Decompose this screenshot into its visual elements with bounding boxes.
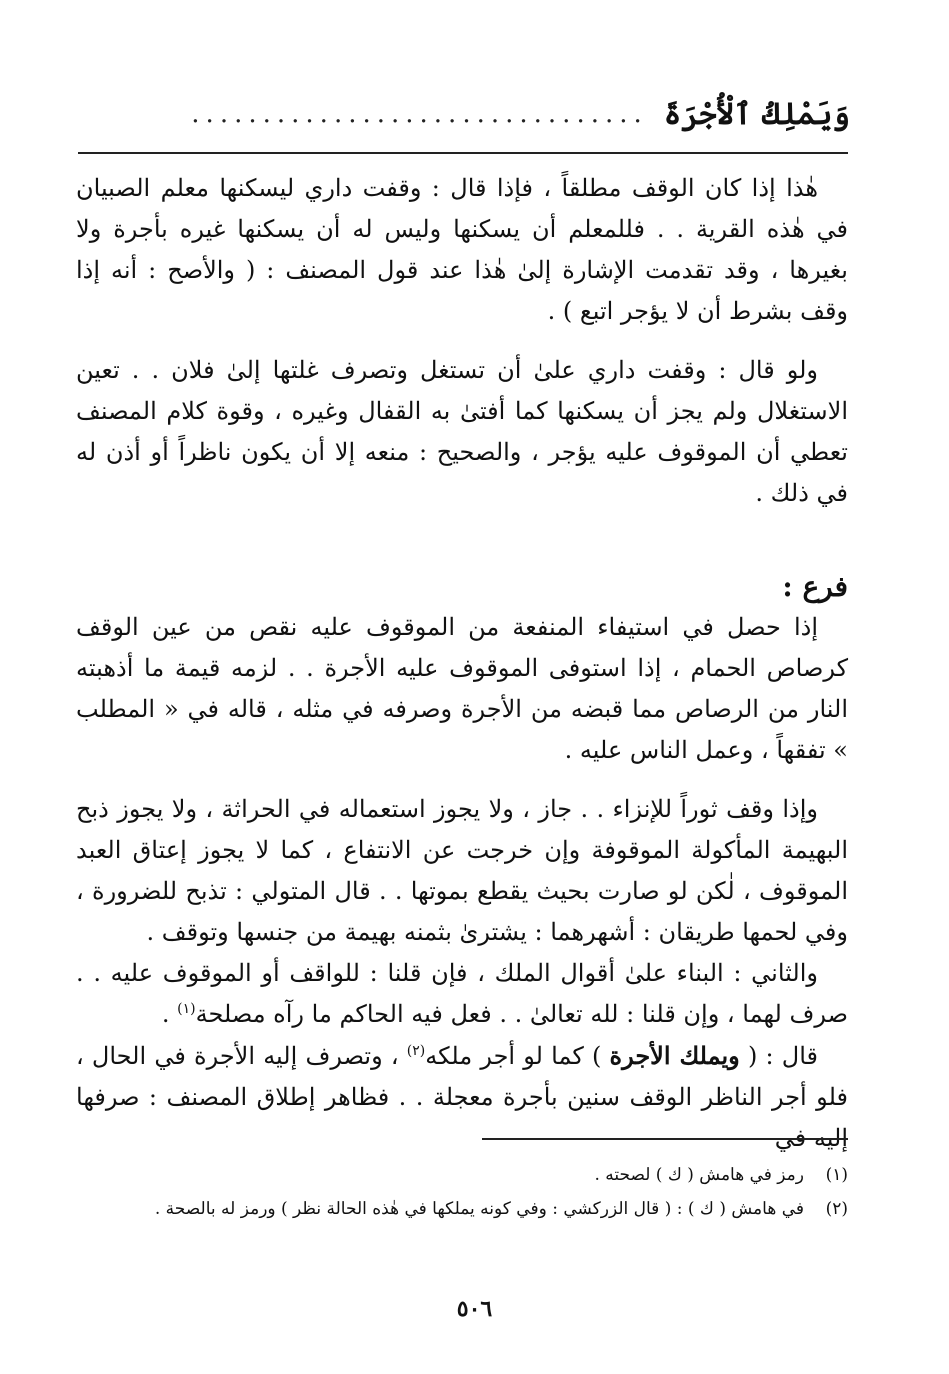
running-header [78,92,850,136]
dot-leader: ................................ [191,99,648,129]
footnote-text: في هامش ( ك ) : ( قال الزركشي : وفي كونه يملكها في هٰذه الحالة نظر ) ورمز له بالصحة . [154,1199,804,1219]
footnote-ref[interactable]: (١) [177,1001,196,1017]
footnote-item [78,1192,848,1226]
footnote-ref[interactable]: (٢) [406,1043,426,1059]
paragraph [76,953,848,1035]
paragraph: إذا حصل في استيفاء المنفعة من الموقوف عليه نقص من عين الوقف كرصاص الحمام ، إذا استوفى الموقوف عليه الأجرة . . لزمه قيمة ما أذهبته النار من الرصاص مما قبضه من الأجرة وصرفه في مثله ، قاله في « المطلب » تفقهاً ، وعمل الناس عليه . [76,613,848,764]
paragraph-text: ، وتصرف إليه الأجرة في الحال ، فلو أجر الناظر الوقف سنين بأجرة معجلة . . فظاهر إطلاق المصنف : صرفها إليه في [76,1042,848,1152]
section-heading: فرع : [782,570,848,603]
page-number: ٥٠٦ [456,1296,493,1322]
main-text [76,168,848,1159]
footnotes [78,1158,848,1226]
paragraph-text: ) كما لو أجر ملكه [425,1042,610,1070]
footnote-rule [482,1138,848,1140]
footnote-item [78,1158,848,1192]
paragraph-text: والثاني : البناء علىٰ أقوال الملك ، فإن قلنا : للواقف أو الموقوف عليه . . صرف لهما ، وإن قلنا : لله تعالىٰ . . فعل فيه الحاكم ما رآه مصلحة [76,959,848,1028]
footnote-text: رمز في هامش ( ك ) لصحته . [594,1165,804,1185]
paragraph: هٰذا إذا كان الوقف مطلقاً ، فإذا قال : وقفت داري ليسكنها معلم الصبيان في هٰذه القرية . . فللمعلم أن يسكنها وليس له أن يسكنها غيره بأجرة ولا بغيرها ، وقد تقدمت الإشارة إلىٰ هٰذا عند قول المصنف : ( والأصح : أنه إذا وقف بشرط أن لا يؤجر اتبع ) . [76,174,848,325]
quoted-matn: ويملك الأجرة [609,1041,740,1070]
paragraph-end: . [161,1000,178,1028]
paragraph: وإذا وقف ثوراً للإنزاء . . جاز ، ولا يجوز استعماله في الحراثة ، ولا يجوز ذبح البهيمة المأكولة الموقوفة وإن خرجت عن الانتفاع ، كما لا يجوز إعتاق العبد الموقوف ، لٰكن لو صارت بحيث يقطع بموتها . . قال المتولي : تذبح للضرورة ، وفي لحمها طريقان : أشهرهما : يشترىٰ بثمنه بهيمة من جنسها وتوقف . [76,795,848,946]
footnote-number: (٢) [825,1199,848,1219]
quote-open: قال : ( [739,1042,818,1070]
paragraph [76,1035,848,1159]
paragraph: ولو قال : وقفت داري علىٰ أن تستغل وتصرف غلتها إلىٰ فلان . . تعين الاستغلال ولم يجز أن يسكنها كما أفتىٰ به القفال وغيره ، وقوة كلام المصنف تعطي أن الموقوف عليه يؤجر ، والصحيح : منعه إلا أن يكون ناظراً أو أذن له في ذلك . [76,356,848,507]
running-title: وَيَمْلِكُ ٱلْأُجْرَةَ [663,96,850,132]
header-rule [78,152,848,154]
footnote-number: (١) [825,1165,848,1185]
